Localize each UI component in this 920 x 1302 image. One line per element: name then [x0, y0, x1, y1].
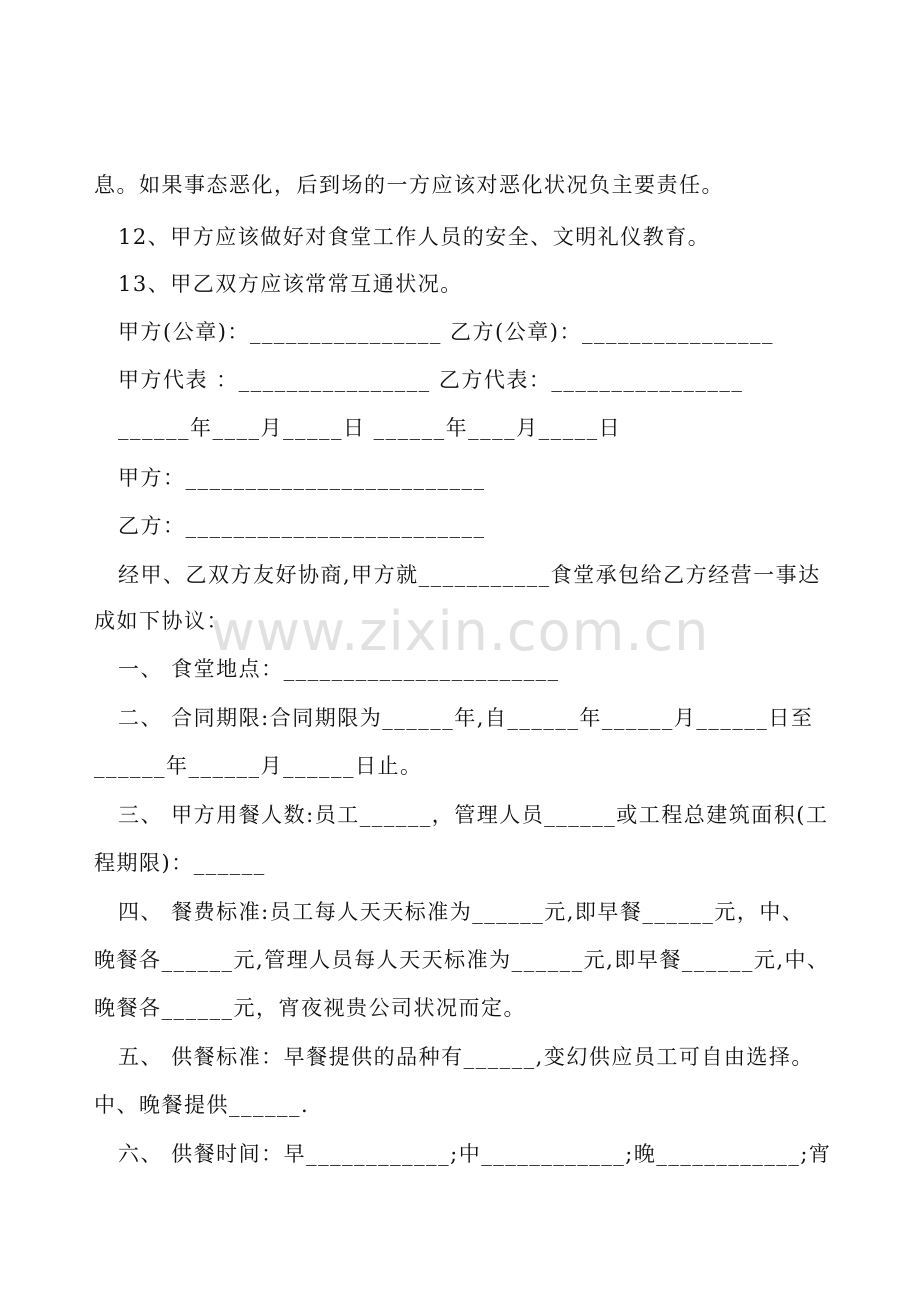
watermark: www.zixin.com.cn	[210, 600, 710, 663]
clause-5-meal-standard: 五、 供餐标准：早餐提供的品种有______,变幻供应员工可自由选择。	[118, 1045, 814, 1069]
clause-4-fees-continued-2: 晚餐各______元，宵夜视贵公司状况而定。	[94, 996, 526, 1020]
paragraph-line-2: 12、甲方应该做好对食堂工作人员的安全、文明礼仪教育。	[118, 225, 711, 249]
paragraph-line-1: 息。如果事态恶化，后到场的一方应该对恶化状况负主要责任。	[94, 173, 724, 197]
clause-3-diners: 三、 甲方用餐人数:员工______，管理人员______或工程总建筑面积(工	[118, 803, 829, 827]
paragraph-line-3: 13、甲乙双方应该常常互通状况。	[118, 272, 463, 296]
party-a-line: 甲方：_________________________	[118, 466, 486, 490]
clause-2-term: 二、 合同期限:合同期限为______年,自______年______月______日至	[118, 706, 814, 730]
clause-2-term-continued: ______年______月______日止。	[94, 754, 423, 778]
clause-6-meal-times: 六、 供餐时间：早____________;中____________;晚____________;宵	[118, 1142, 832, 1166]
party-b-line: 乙方：_________________________	[118, 514, 486, 538]
clause-4-fees: 四、 餐费标准:员工每人天天标准为______元,即早餐______元，中、	[118, 900, 805, 924]
agreement-intro-continued: 成如下协议：	[94, 609, 229, 633]
signature-seal-line: 甲方(公章)：________________ 乙方(公章)：________________	[118, 320, 774, 344]
date-line: ______年____月_____日 ______年____月_____日	[118, 416, 622, 440]
clause-1-location: 一、 食堂地点：_______________________	[118, 657, 560, 681]
representative-line: 甲方代表 ：________________ 乙方代表：________________	[118, 368, 744, 392]
clause-5-meal-standard-continued: 中、晚餐提供______.	[94, 1093, 310, 1117]
clause-3-diners-continued: 程期限)：______	[94, 851, 266, 875]
clause-4-fees-continued-1: 晚餐各______元,管理人员每人天天标准为______元,即早餐______元,中、	[94, 948, 830, 972]
agreement-intro-line: 经甲、乙双方友好协商,甲方就___________食堂承包给乙方经营一事达	[118, 563, 821, 587]
